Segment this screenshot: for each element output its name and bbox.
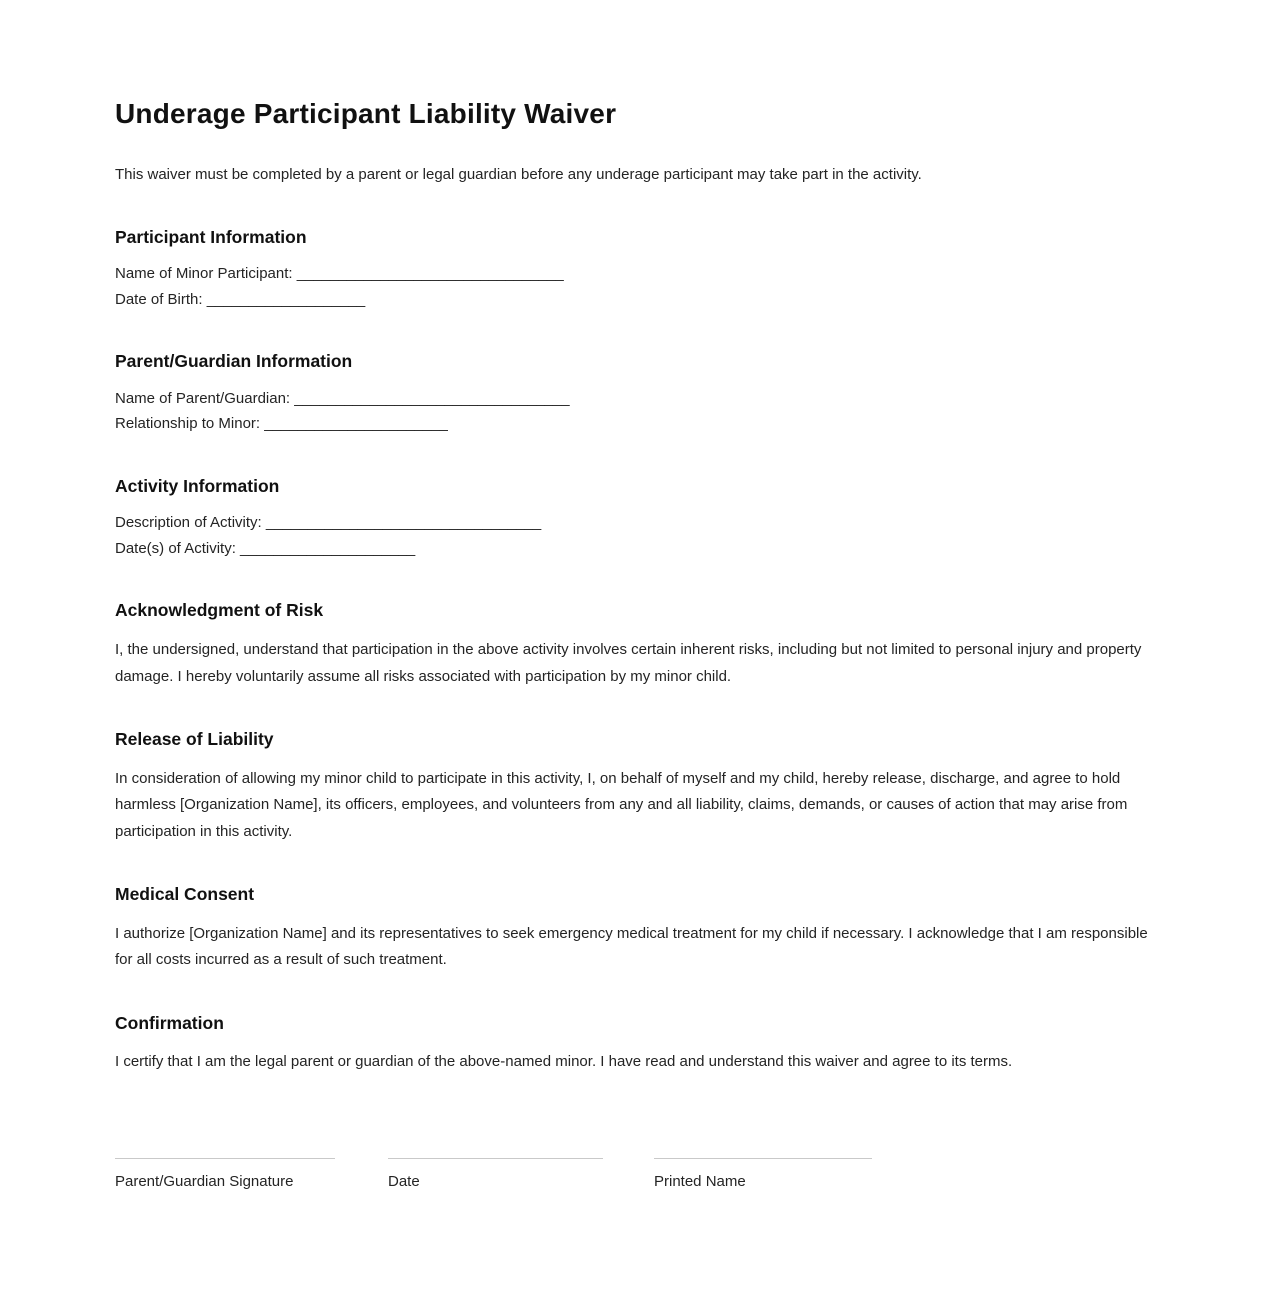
field-label: Date(s) of Activity:	[115, 539, 236, 557]
section-paragraph: I authorize [Organization Name] and its representatives to seek emergency medical treatment for my child if necessary. I acknowledge that I am responsible for all costs incurred as a result of such treatment.	[115, 924, 1148, 969]
section-heading: Activity Information	[115, 475, 280, 496]
signature-column-signature	[115, 1158, 335, 1192]
section-paragraph: I, the undersigned, understand that participation in the above activity involves certain inherent risks, including but not limited to personal injury and property damage. I hereby voluntarily assume all risks associated with participation by my minor child.	[115, 641, 1142, 685]
field-group	[115, 261, 1158, 312]
field-blank-line: ______________________	[264, 415, 448, 433]
field-date-of-birth	[115, 287, 1158, 313]
page-title: Underage Participant Liability Waiver	[115, 98, 617, 129]
intro-text: This waiver must be completed by a parent or legal guardian before any underage participant may take part in the activity.	[115, 165, 922, 183]
section-confirmation	[115, 1012, 1158, 1076]
section-heading: Medical Consent	[115, 884, 255, 905]
field-blank-line: ________________________________	[296, 265, 564, 283]
signature-line	[388, 1158, 603, 1159]
field-blank-line: _________________________________	[265, 514, 542, 532]
field-blank-line: _____________________	[240, 539, 416, 557]
field-group	[115, 510, 1158, 561]
signature-line	[115, 1158, 335, 1159]
field-relationship-to-minor	[115, 411, 1158, 437]
signature-block	[115, 1158, 1158, 1192]
field-label: Relationship to Minor:	[115, 415, 261, 433]
signature-label: Parent/Guardian Signature	[115, 1172, 294, 1190]
section-paragraph: I certify that I am the legal parent or guardian of the above-named minor. I have read and understand this waiver and agree to its terms.	[115, 1053, 1013, 1071]
section-parent-guardian-information	[115, 350, 1158, 437]
section-paragraph: In consideration of allowing my minor child to participate in this activity, I, on behalf of myself and my child, hereby release, discharge, and agree to hold harmless [Organization Name], its officers, employees, and volunteers from any and all liability, claims, demands, or causes of action that may arise from participation in this activity.	[115, 769, 1128, 840]
section-heading: Confirmation	[115, 1012, 224, 1033]
field-blank-line: _________________________________	[294, 389, 570, 407]
field-label: Name of Minor Participant:	[115, 265, 293, 283]
signature-column-date	[388, 1158, 603, 1192]
signature-label: Date	[388, 1172, 420, 1190]
field-activity-description	[115, 510, 1158, 536]
field-blank-line: ___________________	[206, 290, 366, 308]
section-heading: Parent/Guardian Information	[115, 351, 353, 372]
field-activity-dates	[115, 536, 1158, 562]
section-participant-information	[115, 226, 1158, 313]
field-minor-name	[115, 261, 1158, 287]
signature-label: Printed Name	[654, 1172, 746, 1190]
field-parent-name	[115, 386, 1158, 412]
section-activity-information	[115, 475, 1158, 562]
section-medical-consent	[115, 883, 1158, 974]
field-label: Date of Birth:	[115, 290, 203, 308]
field-label: Name of Parent/Guardian:	[115, 389, 291, 407]
section-release-of-liability	[115, 728, 1158, 845]
field-group	[115, 386, 1158, 437]
section-heading: Participant Information	[115, 226, 307, 247]
signature-line	[654, 1158, 872, 1159]
section-heading: Release of Liability	[115, 729, 274, 750]
signature-column-printed-name	[654, 1158, 872, 1192]
section-acknowledgment-of-risk	[115, 599, 1158, 690]
section-heading: Acknowledgment of Risk	[115, 600, 324, 621]
field-label: Description of Activity:	[115, 514, 262, 532]
